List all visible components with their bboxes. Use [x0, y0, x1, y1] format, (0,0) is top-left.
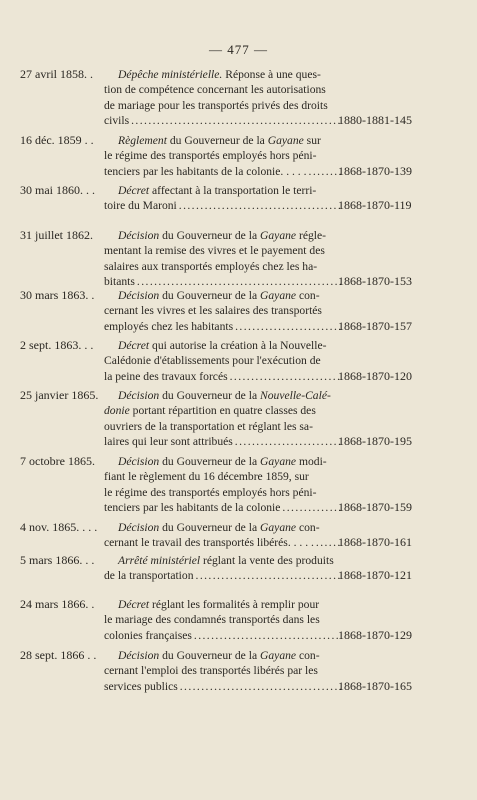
text-run: du Gouverneur de la — [166, 134, 268, 147]
italic-term: Gayane — [260, 649, 297, 662]
description-text — [104, 648, 320, 663]
entry-date: 2 sept. 1863. . . — [20, 338, 94, 352]
description-line — [104, 148, 341, 163]
entry-date: 31 juillet 1862. — [20, 228, 93, 242]
entry-date: 4 nov. 1865. . . . — [20, 520, 98, 534]
text-run: employés chez les habitants — [104, 319, 234, 333]
entry-date: 25 janvier 1865. — [20, 388, 99, 402]
text-run: tion de compétence concernant les autorisations — [104, 83, 326, 97]
description-text — [104, 419, 313, 434]
description-text — [104, 183, 316, 198]
description-text — [104, 520, 320, 535]
text-run: tenciers par les habitants de la colonie. . . . . — [104, 164, 307, 178]
description-text — [104, 338, 327, 353]
text-run: de la transportation — [104, 569, 194, 583]
text-run: services publics — [104, 679, 178, 693]
description-text — [104, 403, 316, 418]
bulletin-reference: 1868-1870-129 — [338, 627, 412, 642]
text-run: cernant l'emploi des transportés libérés par les — [104, 664, 318, 678]
entry-description — [104, 67, 341, 129]
description-text — [104, 353, 321, 368]
italic-term: Arrêté ministériel — [118, 554, 201, 567]
text-run: salaires aux transportés employés chez les ha- — [104, 259, 318, 273]
italic-term: Décision — [118, 521, 160, 534]
description-text — [104, 454, 327, 469]
text-run: toire du Maroni — [104, 199, 177, 213]
description-line — [104, 568, 341, 583]
text-run: de mariage pour les transportés privés des droits — [104, 98, 328, 112]
description-line — [104, 164, 341, 179]
entry-description — [104, 454, 341, 516]
entry-description — [104, 648, 341, 694]
text-run: du Gouverneur de la — [159, 389, 260, 402]
bulletin-reference: 1868-1870-119 — [338, 198, 412, 213]
description-line — [104, 454, 341, 469]
text-run: con- — [296, 521, 320, 534]
dot-leader — [230, 369, 341, 384]
description-line — [104, 388, 341, 403]
description-text — [104, 243, 325, 258]
entry-date: 28 sept. 1866 . . — [20, 648, 97, 662]
dot-leader — [180, 679, 341, 694]
bulletin-reference: 1868-1870-161 — [338, 535, 412, 550]
text-run: affectant à la transportation le terri- — [149, 184, 317, 197]
description-text — [104, 612, 320, 627]
text-run: fiant le règlement du 16 décembre 1859, sur — [104, 470, 309, 484]
entry-description — [104, 520, 341, 551]
text-run: portant répartition en quatre classes des — [129, 404, 316, 418]
dot-leader — [131, 113, 341, 128]
description-text — [104, 485, 317, 500]
entry-date: 5 mars 1866. . . — [20, 553, 95, 567]
description-text — [104, 679, 178, 694]
text-run: qui autorise la création à la Nouvelle- — [149, 339, 327, 352]
description-line — [104, 98, 341, 113]
description-line — [104, 338, 341, 353]
text-run: le régime des transportés employés hors péni- — [104, 485, 317, 499]
description-text — [104, 663, 318, 678]
text-run: le mariage des condamnés transportés dans les — [104, 613, 320, 627]
description-text — [104, 288, 320, 303]
italic-term: Décision — [118, 455, 160, 468]
description-line — [104, 353, 341, 368]
description-line — [104, 628, 341, 643]
text-run: réglant les formalités à remplir pour — [149, 598, 320, 611]
description-text — [104, 628, 192, 643]
entry-description — [104, 597, 341, 643]
text-run: le régime des transportés employés hors péni- — [104, 149, 317, 163]
bulletin-reference: 1868-1870-139 — [338, 163, 412, 178]
description-line — [104, 259, 341, 274]
entry-date: 27 avril 1858. . — [20, 67, 93, 81]
entry-date: 30 mai 1860. . . — [20, 183, 95, 197]
entry-description — [104, 183, 341, 214]
bulletin-reference: 1868-1870-121 — [338, 568, 412, 583]
entry-description — [104, 288, 341, 334]
italic-term: Gayane — [260, 521, 297, 534]
italic-term: Décision — [118, 229, 160, 242]
text-run: colonies françaises — [104, 628, 192, 642]
italic-term: Nouvelle-Calé- — [260, 389, 331, 402]
entry-date: 30 mars 1863. . — [20, 288, 95, 302]
dot-leader — [235, 434, 341, 449]
italic-term: Décision — [118, 289, 160, 302]
dot-leader — [282, 500, 341, 515]
text-run: Calédonie d'établissements pour l'exécution de — [104, 354, 321, 368]
description-text — [104, 259, 317, 274]
description-line — [104, 520, 341, 535]
text-run: con- — [296, 289, 320, 302]
description-text — [104, 98, 328, 113]
description-line — [104, 183, 341, 198]
dot-leader — [309, 164, 341, 179]
italic-term: Gayane — [260, 229, 297, 242]
description-line — [104, 434, 341, 449]
description-line — [104, 67, 341, 82]
text-run: du Gouverneur de la — [159, 229, 260, 242]
description-text — [104, 113, 129, 128]
description-text — [104, 303, 322, 318]
description-text — [104, 228, 326, 243]
description-text — [104, 553, 334, 568]
description-line — [104, 369, 341, 384]
description-line — [104, 663, 341, 678]
italic-term: Dépêche ministérielle. — [118, 68, 223, 81]
bulletin-reference: 1868-1870-157 — [338, 318, 412, 333]
italic-term: Décret — [118, 184, 150, 197]
description-text — [104, 369, 228, 384]
description-line — [104, 597, 341, 612]
description-line — [104, 243, 341, 258]
description-text — [104, 198, 177, 213]
description-text — [104, 319, 233, 334]
dot-leader — [179, 198, 341, 213]
text-run: du Gouverneur de la — [159, 289, 260, 302]
italic-term: Gayane — [260, 289, 297, 302]
entry-description — [104, 388, 341, 450]
description-line — [104, 303, 341, 318]
description-line — [104, 82, 341, 97]
description-line — [104, 288, 341, 303]
description-text — [104, 148, 317, 163]
text-run: cernant le travail des transportés libérés. . . . . — [104, 536, 314, 550]
description-text — [104, 535, 314, 550]
text-run: du Gouverneur de la — [159, 455, 260, 468]
description-line — [104, 612, 341, 627]
description-text — [104, 500, 280, 515]
description-line — [104, 679, 341, 694]
text-run: sur — [303, 134, 321, 147]
description-line — [104, 228, 341, 243]
text-run: la peine des travaux forcés — [104, 369, 228, 383]
text-run: ouvriers de la transportation et réglant les sa- — [104, 419, 313, 433]
italic-term: Décision — [118, 389, 160, 402]
description-text — [104, 133, 321, 148]
italic-term: Gayane — [260, 455, 297, 468]
description-line — [104, 485, 341, 500]
text-run: civils — [104, 114, 130, 128]
italic-term: donie — [104, 404, 130, 418]
page-number: — 477 — — [209, 42, 268, 57]
description-text — [104, 597, 319, 612]
description-line — [104, 113, 341, 128]
text-run: tenciers par les habitants de la colonie — [104, 501, 281, 515]
bulletin-reference: 1868-1870-120 — [338, 368, 412, 383]
bulletin-reference: 1868-1870-165 — [338, 678, 412, 693]
entry-date: 24 mars 1866. . — [20, 597, 95, 611]
description-line — [104, 535, 341, 550]
description-line — [104, 319, 341, 334]
description-line — [104, 198, 341, 213]
italic-term: Gayane — [267, 134, 304, 147]
entry-description — [104, 553, 341, 584]
description-text — [104, 164, 307, 179]
entry-description — [104, 228, 341, 290]
entry-date: 7 octobre 1865. — [20, 454, 95, 468]
text-run: du Gouverneur de la — [159, 649, 260, 662]
text-run: bitants — [104, 275, 135, 289]
description-line — [104, 419, 341, 434]
description-text — [104, 434, 233, 449]
italic-term: Règlement — [118, 134, 167, 147]
text-run: con- — [296, 649, 320, 662]
description-text — [104, 568, 194, 583]
bulletin-reference: 1868-1870-159 — [338, 500, 412, 515]
entry-date: 16 déc. 1859 . . — [20, 133, 94, 147]
bulletin-reference: 1868-1870-195 — [338, 434, 412, 449]
italic-term: Décision — [118, 649, 160, 662]
description-line — [104, 403, 341, 418]
text-run: cernant les vivres et les salaires des transportés — [104, 304, 322, 318]
description-line — [104, 500, 341, 515]
description-text — [104, 469, 309, 484]
description-text — [104, 67, 321, 82]
text-run: du Gouverneur de la — [159, 521, 260, 534]
description-line — [104, 133, 341, 148]
dot-leader — [196, 568, 341, 583]
dot-leader — [235, 319, 341, 334]
text-run: réglant la vente des produits — [200, 554, 334, 567]
text-run: mentant la remise des vivres et le payement des — [104, 244, 325, 258]
italic-term: Décret — [118, 598, 150, 611]
dot-leader — [194, 628, 341, 643]
description-line — [104, 469, 341, 484]
description-line — [104, 648, 341, 663]
description-text — [104, 388, 331, 403]
bulletin-reference: 1868-1870-153 — [338, 274, 412, 289]
text-run: Réponse à une ques- — [222, 68, 321, 81]
bulletin-reference: 1880-1881-145 — [338, 113, 412, 128]
text-run: modi- — [296, 455, 327, 468]
entry-description — [104, 338, 341, 384]
description-line — [104, 553, 341, 568]
description-text — [104, 82, 326, 97]
italic-term: Décret — [118, 339, 150, 352]
text-run: régle- — [296, 229, 326, 242]
text-run: laires qui leur sont attribués — [104, 435, 233, 449]
entry-description — [104, 133, 341, 179]
